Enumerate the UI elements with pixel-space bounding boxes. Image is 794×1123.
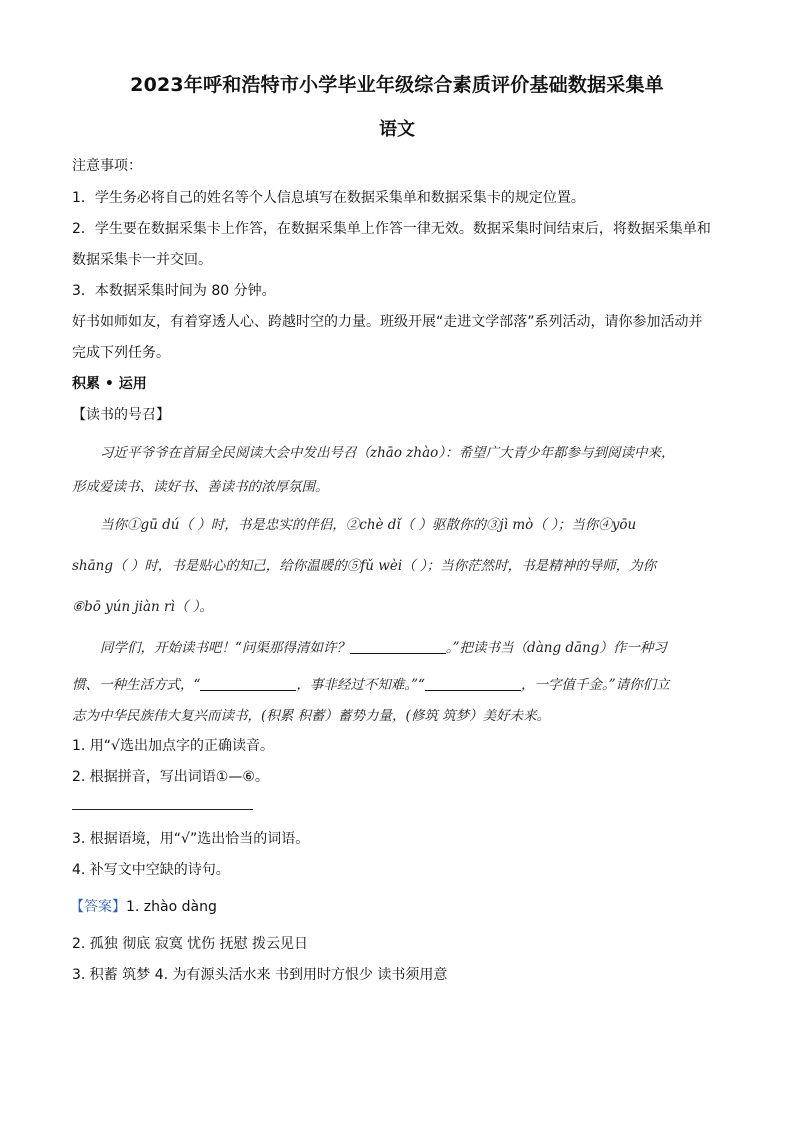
- passage-p3-line2: [72, 673, 670, 693]
- passage-p3-line3: 志为中华民族伟大复兴而读书，(积累 积蓄）蓄势力量，(修筑 筑梦）美好未来。: [72, 708, 551, 724]
- passage-p2-line1: 当你①gū dú（ ）时，书是忠实的伴侣，②chè dǐ（ ）驱散你的③jì mò（ ）；当你④yōu: [100, 517, 637, 533]
- section-title: 积累 • 运用: [72, 376, 147, 392]
- notice-item-2-cont: 数据采集卡一并交回。: [72, 252, 212, 268]
- answer-2: 2. 孤独 彻底 寂寞 忧伤 抚慰 拨云见日: [72, 936, 309, 952]
- passage-p3-text-b: 。”把读书当（dàng dāng）作一种习: [445, 640, 667, 656]
- sub-title: 【读书的号召】: [72, 407, 170, 423]
- passage-p3-text-d: ，事非经过不知难。”“: [296, 677, 425, 693]
- intro-line-1: 好书如师如友，有着穿透人心、跨越时空的力量。班级开展“走进文学部落”系列活动，请你参加活动并: [72, 314, 703, 330]
- notice-item-2: 2．学生要在数据采集卡上作答，在数据采集单上作答一律无效。数据采集时间结束后，将数据采集单和: [72, 221, 711, 237]
- notice-item-3: 3．本数据采集时间为 80 分钟。: [72, 283, 276, 299]
- intro-line-2: 完成下列任务。: [72, 345, 170, 361]
- passage-p1-line1: 习近平爷爷在首届全民阅读大会中发出号召（zhāo zhào）：希望广大青少年都参与到阅读中来，: [100, 445, 675, 461]
- passage-p3-text-a: 同学们，开始读书吧！“问渠那得清如许？: [100, 640, 350, 656]
- notice-heading: 注意事项：: [72, 158, 142, 174]
- subject-title: 语文: [379, 119, 415, 140]
- poem-blank-2[interactable]: [200, 676, 296, 691]
- poem-blank-3[interactable]: [425, 676, 521, 691]
- answer-1: 1. zhào dàng: [126, 899, 217, 915]
- notice-item-1: 1．学生务必将自己的姓名等个人信息填写在数据采集单和数据采集卡的规定位置。: [72, 190, 585, 206]
- question-2: 2. 根据拼音，写出词语①—⑥。: [72, 769, 269, 785]
- answer-label: 【答案】: [70, 899, 126, 915]
- passage-p2-line3: ⑥bō yún jiàn rì（ ）。: [72, 599, 213, 615]
- passage-p3-text-e: ，一字值千金。”请你们立: [520, 677, 670, 693]
- poem-blank-1[interactable]: [350, 639, 446, 654]
- answer-3-4: 3. 积蓄 筑梦 4. 为有源头活水来 书到用时方恨少 读书须用意: [72, 967, 448, 983]
- passage-p3-line1: [100, 636, 667, 656]
- question-3: 3. 根据语境，用“√”选出恰当的词语。: [72, 831, 310, 847]
- question-1: 1. 用“√选出加点字的正确读音。: [72, 738, 274, 754]
- passage-p1-line2: 形成爱读书、读好书、善读书的浓厚氛围。: [72, 479, 329, 495]
- question-4: 4. 补写文中空缺的诗句。: [72, 862, 230, 878]
- answer-row-1: [70, 896, 217, 916]
- answer-underline: [72, 809, 253, 810]
- passage-p3-text-c: 惯、一种生活方式，“: [72, 677, 201, 693]
- page-title: 2023年呼和浩特市小学毕业年级综合素质评价基础数据采集单: [130, 74, 664, 96]
- passage-p2-line2: shāng（ ）时，书是贴心的知己，给你温暖的⑤fǔ wèi（ ）；当你茫然时，书是精神的导师，为你: [72, 558, 657, 574]
